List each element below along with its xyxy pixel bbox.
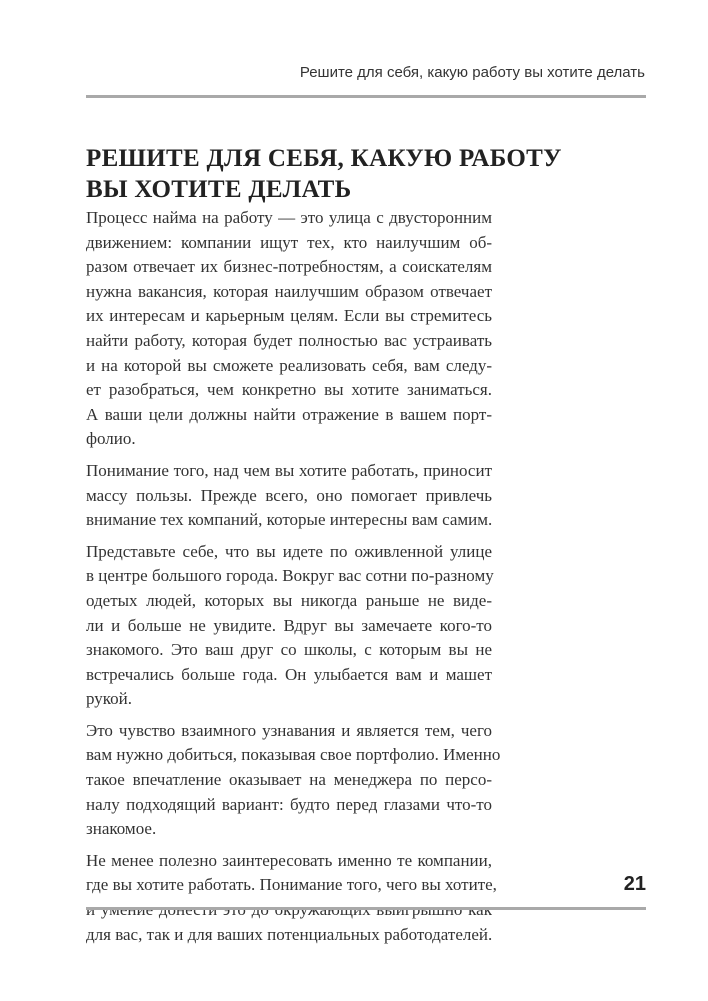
text-line: одетых людей, которых вы никогда раньше не виде- [86,590,492,610]
header-rule [86,95,646,98]
text-line: их интересам и карьерным целям. Если вы стремитесь [86,306,492,326]
paragraph [86,849,497,947]
text-line: Представьте себе, что вы идете по оживленной улице [86,541,492,561]
paragraph [86,719,501,842]
text-line: найти работу, которая будет полностью вас устраивать [86,330,492,350]
text-line: и на которой вы сможете реализовать себя, вам следу- [86,355,492,375]
text-line: Не менее полезно заинтересовать именно те компании, [86,850,492,870]
body-text [86,206,501,954]
text-line: для вас, так и для ваших потенциальных работодателей. [86,924,493,944]
text-line: встречались больше года. Он улыбается вам и машет [86,664,492,684]
paragraph [86,459,492,533]
text-line: Процесс найма на работу — это улица с двусторонним [86,208,492,227]
text-line: Это чувство взаимного узнавания и является тем, чего [86,720,492,740]
text-line: Понимание того, над чем вы хотите работать, приносит [86,460,492,480]
text-line: А ваши цели должны найти отражение в вашем порт- [86,404,492,424]
text-line: знакомого. Это ваш друг со школы, с которым вы не [86,640,492,660]
paragraph [86,206,492,452]
text-line: разом отвечает их бизнес-потребностям, а соискателям [86,257,492,277]
paragraph [86,540,492,712]
text-line: такое впечатление оказывает на менеджера по персо- [86,770,492,790]
text-line: фолио. [86,429,136,449]
text-line: в центре большого города. Вокруг вас сотни по-разному [86,566,494,586]
text-line: знакомое. [86,819,157,839]
text-line: ет разобраться, чем конкретно вы хотите заниматься. [86,380,492,400]
text-line: движением: компании ищут тех, кто наилучшим об- [86,232,492,252]
text-line: рукой. [86,689,133,709]
text-line: налу подходящий вариант: будто перед глазами что-то [86,794,492,814]
text-line: ли и больше не увидите. Вдруг вы замечаете кого-то [86,615,492,635]
title-line: РЕШИТЕ ДЛЯ СЕБЯ, КАКУЮ РАБОТУ [86,145,562,172]
running-head: Решите для себя, какую работу вы хотите делать [299,64,645,81]
page-number: 21 [623,873,646,895]
text-line: вам нужно добиться, показывая свое портфолио. Именно [86,745,501,765]
chapter-title [86,143,562,205]
text-line: нужна вакансия, которая наилучшим образом отвечает [86,281,492,301]
footer-rule [86,907,646,910]
title-line: ВЫ ХОТИТЕ ДЕЛАТЬ [86,176,352,203]
text-line: внимание тех компаний, которые интересны вам самим. [86,510,493,530]
text-line: массу пользы. Прежде всего, оно помогает привлечь [86,485,492,505]
text-line [86,898,492,923]
text-line: где вы хотите работать. Понимание того, чего вы хотите, [86,875,497,895]
